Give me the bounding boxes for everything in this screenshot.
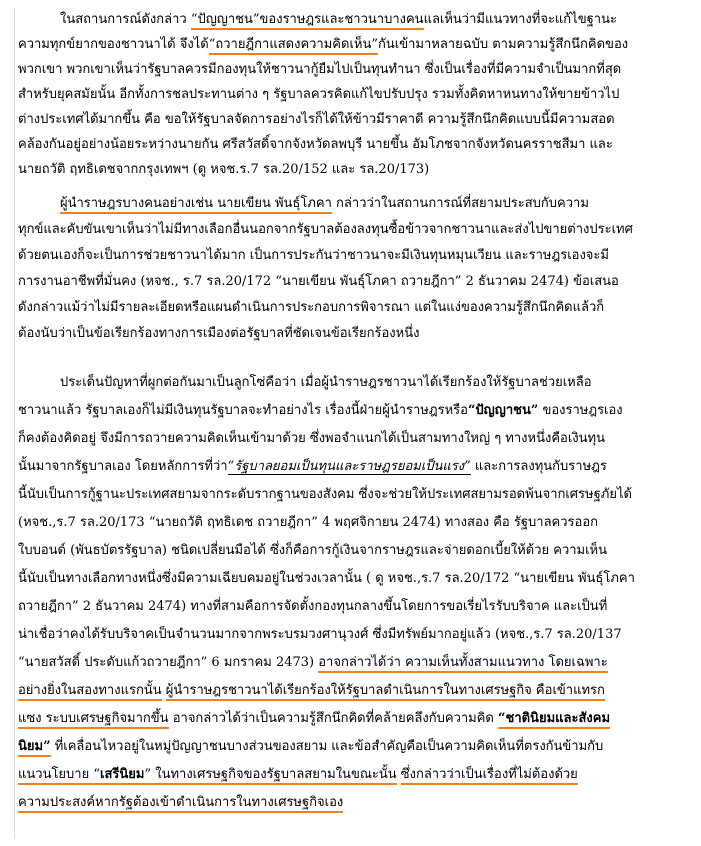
text-run: ในสถานการณ์ดังกล่าว <box>60 12 191 27</box>
paragraph-1-line <box>18 160 429 180</box>
text-run: “ถวายฎีกาแสดงความคิดเห็น” <box>209 37 378 55</box>
text-run: การงานอาชีพที่มั่นคง (หจช., ร.7 รล.20/172 “นายเขียน พันธุ์โภคา ถวายฎีกา” 2 ธันวาคม 2474) ข้อเสนอ <box>18 274 619 289</box>
text-run: ถวายฎีกา” 2 ธันวาคม 2474) ทางที่สามคือการจัดตั้งกองทุนกลางขึ้นโดยการขอเรี่ยไรรับบริจาค และเป็นที่ <box>18 599 608 614</box>
text-run: “ชาตินิยมและสังคม <box>498 711 610 729</box>
left-margin-rule <box>14 8 15 838</box>
text-run: ความประสงค์หากรัฐต้องเข้าดำเนินการในทางเศรษฐกิจเอง <box>18 795 343 813</box>
paragraph-1-line <box>18 110 615 130</box>
text-run: ใบบอนด์ (พันธบัตรรัฐบาล) ชนิดเปลี่ยนมือได้ ซึ่งก็คือการกู้เงินจากราษฎรและจ่ายดอกเบี้ยให้ด้วย ความเห็น <box>18 543 608 558</box>
text-run: ผู้นำราษฎรชาวนาได้เรียกร้องให้รัฐบาลดำเนินการในทางเศรษฐกิจ คือเข้าแทรก <box>166 683 605 701</box>
text-run: ความทุกข์ยากของชาวนาได้ จึงได้ <box>18 37 209 52</box>
text-run: นี้นับเป็นการกู้ฐานะประเทศสยามจากระดับรากฐานของสังคม ซึ่งจะช่วยให้ประเทศสยามรอดพ้นจากเศรษฐภัยได้ <box>18 487 632 502</box>
paragraph-2-line <box>18 246 609 266</box>
paragraph-3-line <box>18 765 578 785</box>
text-run: คล้องกันอยู่อย่างน้อยระหว่างนายกัน ศรีสวัสดิ์จากจังหวัดลพบุรี นายขึ้น อัมโภชจากจังหวัดนครราชสีมา และ <box>18 137 613 152</box>
paragraph-3-line <box>18 513 598 533</box>
paragraph-1-line <box>18 60 621 80</box>
text-run: กล่าวว่าในสถานการณ์ที่สยามประสบกับความ <box>331 196 589 211</box>
paragraph-1-line <box>60 10 617 30</box>
text-run: นายถวัติ ฤทธิเดชจากกรุงเทพฯ (ดู หจช.ร.7 รล.20/152 และ รล.20/173) <box>18 162 430 177</box>
text-run: นิยม” <box>18 739 51 757</box>
paragraph-2-line <box>18 324 419 344</box>
text-run: ทุกข์และคับขันเขาเห็นว่าไม่มีทางเลือกอื่นนอกจากรัฐบาลต้องลงทุนซื้อข้าวจากชาวนาและส่งไปขายต่างประเทศ <box>18 222 633 237</box>
paragraph-1-line <box>18 135 613 155</box>
text-run: ซึ่งกล่าวว่าเป็นเรื่องที่ไม่ต้องด้วย <box>401 767 578 785</box>
text-run: แซง ระบบเศรษฐกิจมากขึ้น <box>18 711 169 729</box>
paragraph-2-line <box>18 298 604 318</box>
text-run: ต่างประเทศได้มากขึ้น คือ ขอให้รัฐบาลจัดการอย่างไรก็ได้ให้ข้าวมีราคาดี ความรู้สึกนึกคิดแบบนี้มีความสอด <box>18 112 615 127</box>
text-run: ที่เคลื่อนไหวอยู่ในหมู่ปัญญาชนบางส่วนของสยาม และข้อสำคัญคือเป็นความคิดเห็นที่ตรงกันข้ามกับ <box>50 739 604 754</box>
paragraph-2-line <box>18 272 619 292</box>
text-run: นี้นับเป็นทางเลือกทางหนึ่งซึ่งมีความเฉียบคมอยู่ในช่วงเวลานั้น ( ดู หจช.,ร.7 รล.20/172 “นายเขียน พันธุ์โภคา <box>18 571 635 586</box>
text-run: ต้องนับว่าเป็นข้อเรียกร้องทางการเมืองต่อรัฐบาลที่ชัดเจนข้อเรียกร้องหนึ่ง <box>18 326 420 341</box>
text-run: “นายสวัสดิ์ ประดับแก้วถวายฎีกา” 6 มกราคม 2473) <box>18 655 319 670</box>
text-run: ก็คงต้องคิดอยู่ จึงมีการถวายความคิดเห็นเข้ามาด้วย ซึ่งพอจำแนกได้เป็นสามทางใหญ่ ๆ ทางหนึ่งคือเงินทุน <box>18 431 605 446</box>
paragraph-3-line <box>18 401 623 421</box>
text-run: ของราษฎรเอง <box>538 403 623 418</box>
text-run: และการลงทุนกับราษฎร <box>470 459 607 474</box>
text-run: พวกเขา พวกเขาเห็นว่ารัฐบาลควรมีกองทุนให้ชาวนากู้ยืมไปเป็นทุนทำนา ซึ่งเป็นเรื่องที่มีความจำเป็นมากที่สุด <box>18 62 622 77</box>
text-run: ด้วยตนเองก็จะเป็นการช่วยชาวนาได้มาก เป็นการประกันว่าชาวนาจะมีเงินทุนหมุนเวียน และราษฎรเองจะมี <box>18 248 609 263</box>
paragraph-3-line <box>18 653 608 673</box>
paragraph-3-line <box>18 429 605 449</box>
paragraph-3-line <box>18 709 610 729</box>
text-run: นั้นมาจากรัฐบาลเอง โดยหลักการที่ว่า <box>18 459 228 474</box>
paragraph-3-line <box>18 485 632 505</box>
paragraph-3-line <box>18 597 607 617</box>
text-run: ดังกล่าวแม้ว่าไม่มีรายละเอียดหรือแผนดำเนินการประกอบการพิจารณา แต่ในแง่ของความรู้สึกนึกคิดแล้วก็ <box>18 300 605 315</box>
paragraph-3-line <box>18 625 622 645</box>
text-run: น่าเชื่อว่าคงได้รับบริจาคเป็นจำนวนมากจากพระบรมวงศานุวงศ์ ซึ่งมีทรัพย์มากอยู่แล้ว (หจช.,ร.7 รล.20/137 <box>18 627 622 642</box>
text-run: (หจช.,ร.7 รล.20/173 “นายถวัติ ฤทธิเดช ถวายฎีกา” 4 พฤศจิกายน 2474) ทางสอง คือ รัฐบาลควรออก <box>18 515 599 530</box>
paragraph-3-line <box>18 569 635 589</box>
paragraph-3-line <box>18 541 607 561</box>
text-run: ผู้นำราษฎรบางคนอย่างเช่น นายเขียน พันธุ์โภคา <box>60 196 332 214</box>
text-run: แลเห็นว่ามีแนวทางที่จะแก้ไขฐานะ <box>423 12 617 27</box>
paragraph-3-line <box>18 681 605 701</box>
text-run: ” ในทางเศรษฐกิจของรัฐบาลสยามในขณะนั้น <box>144 767 396 785</box>
text-run: แนวนโยบาย “ <box>18 767 100 785</box>
text-run: ประเด็นปัญหาที่ผูกต่อกันมาเป็นลูกโซ่คือว่า เมื่อผู้นำราษฎรชาวนาได้เรียกร้องให้รัฐบาลช่วยเหลือ <box>60 375 592 390</box>
paragraph-1-line <box>18 85 619 105</box>
paragraph-1-line <box>18 35 628 55</box>
paragraph-3-line <box>18 737 603 757</box>
paragraph-3-line <box>18 793 343 813</box>
text-run: ของราษฎรและชาวนาบางคน <box>260 12 424 30</box>
text-run: “ปัญญาชน” <box>191 12 260 30</box>
text-run: สำหรับยุคสมัยนั้น อีกทั้งการชลประทานต่าง ๆ รัฐบาลควรคิดแก้ไขปรับปรุง รวมทั้งคิดหาหนทางให้ขายข้าวไป <box>18 87 620 102</box>
text-run: “ปัญญาชน” <box>467 403 539 418</box>
text-run: อาจกล่าวได้ว่าเป็นความรู้สึกนึกคิดที่คล้ายคลึงกับความคิด <box>168 711 499 726</box>
paragraph-2-line <box>60 194 589 214</box>
paragraph-2-line <box>18 220 633 240</box>
paragraph-3-line <box>18 457 607 477</box>
text-run: กันเข้ามาหลายฉบับ ตามความรู้สึกนึกคิดของ <box>378 37 629 52</box>
paragraph-3-line <box>60 373 592 393</box>
text-run: เสรีนิยม <box>100 767 144 785</box>
text-run: อย่างยิ่งในสองทางแรกนั้น <box>18 683 162 701</box>
text-run: “รัฐบาลยอมเป็นทุนและราษฎรยอมเป็นแรง” <box>227 459 471 474</box>
text-run: ชาวนาแล้ว รัฐบาลเองก็ไม่มีเงินทุนรัฐบาลจะทำอย่างไร เรื่องนี้ฝ่ายผู้นำราษฎรหรือ <box>18 403 468 418</box>
text-run: อาจกล่าวได้ว่า ความเห็นทั้งสามแนวทาง โดยเฉพาะ <box>318 655 607 673</box>
